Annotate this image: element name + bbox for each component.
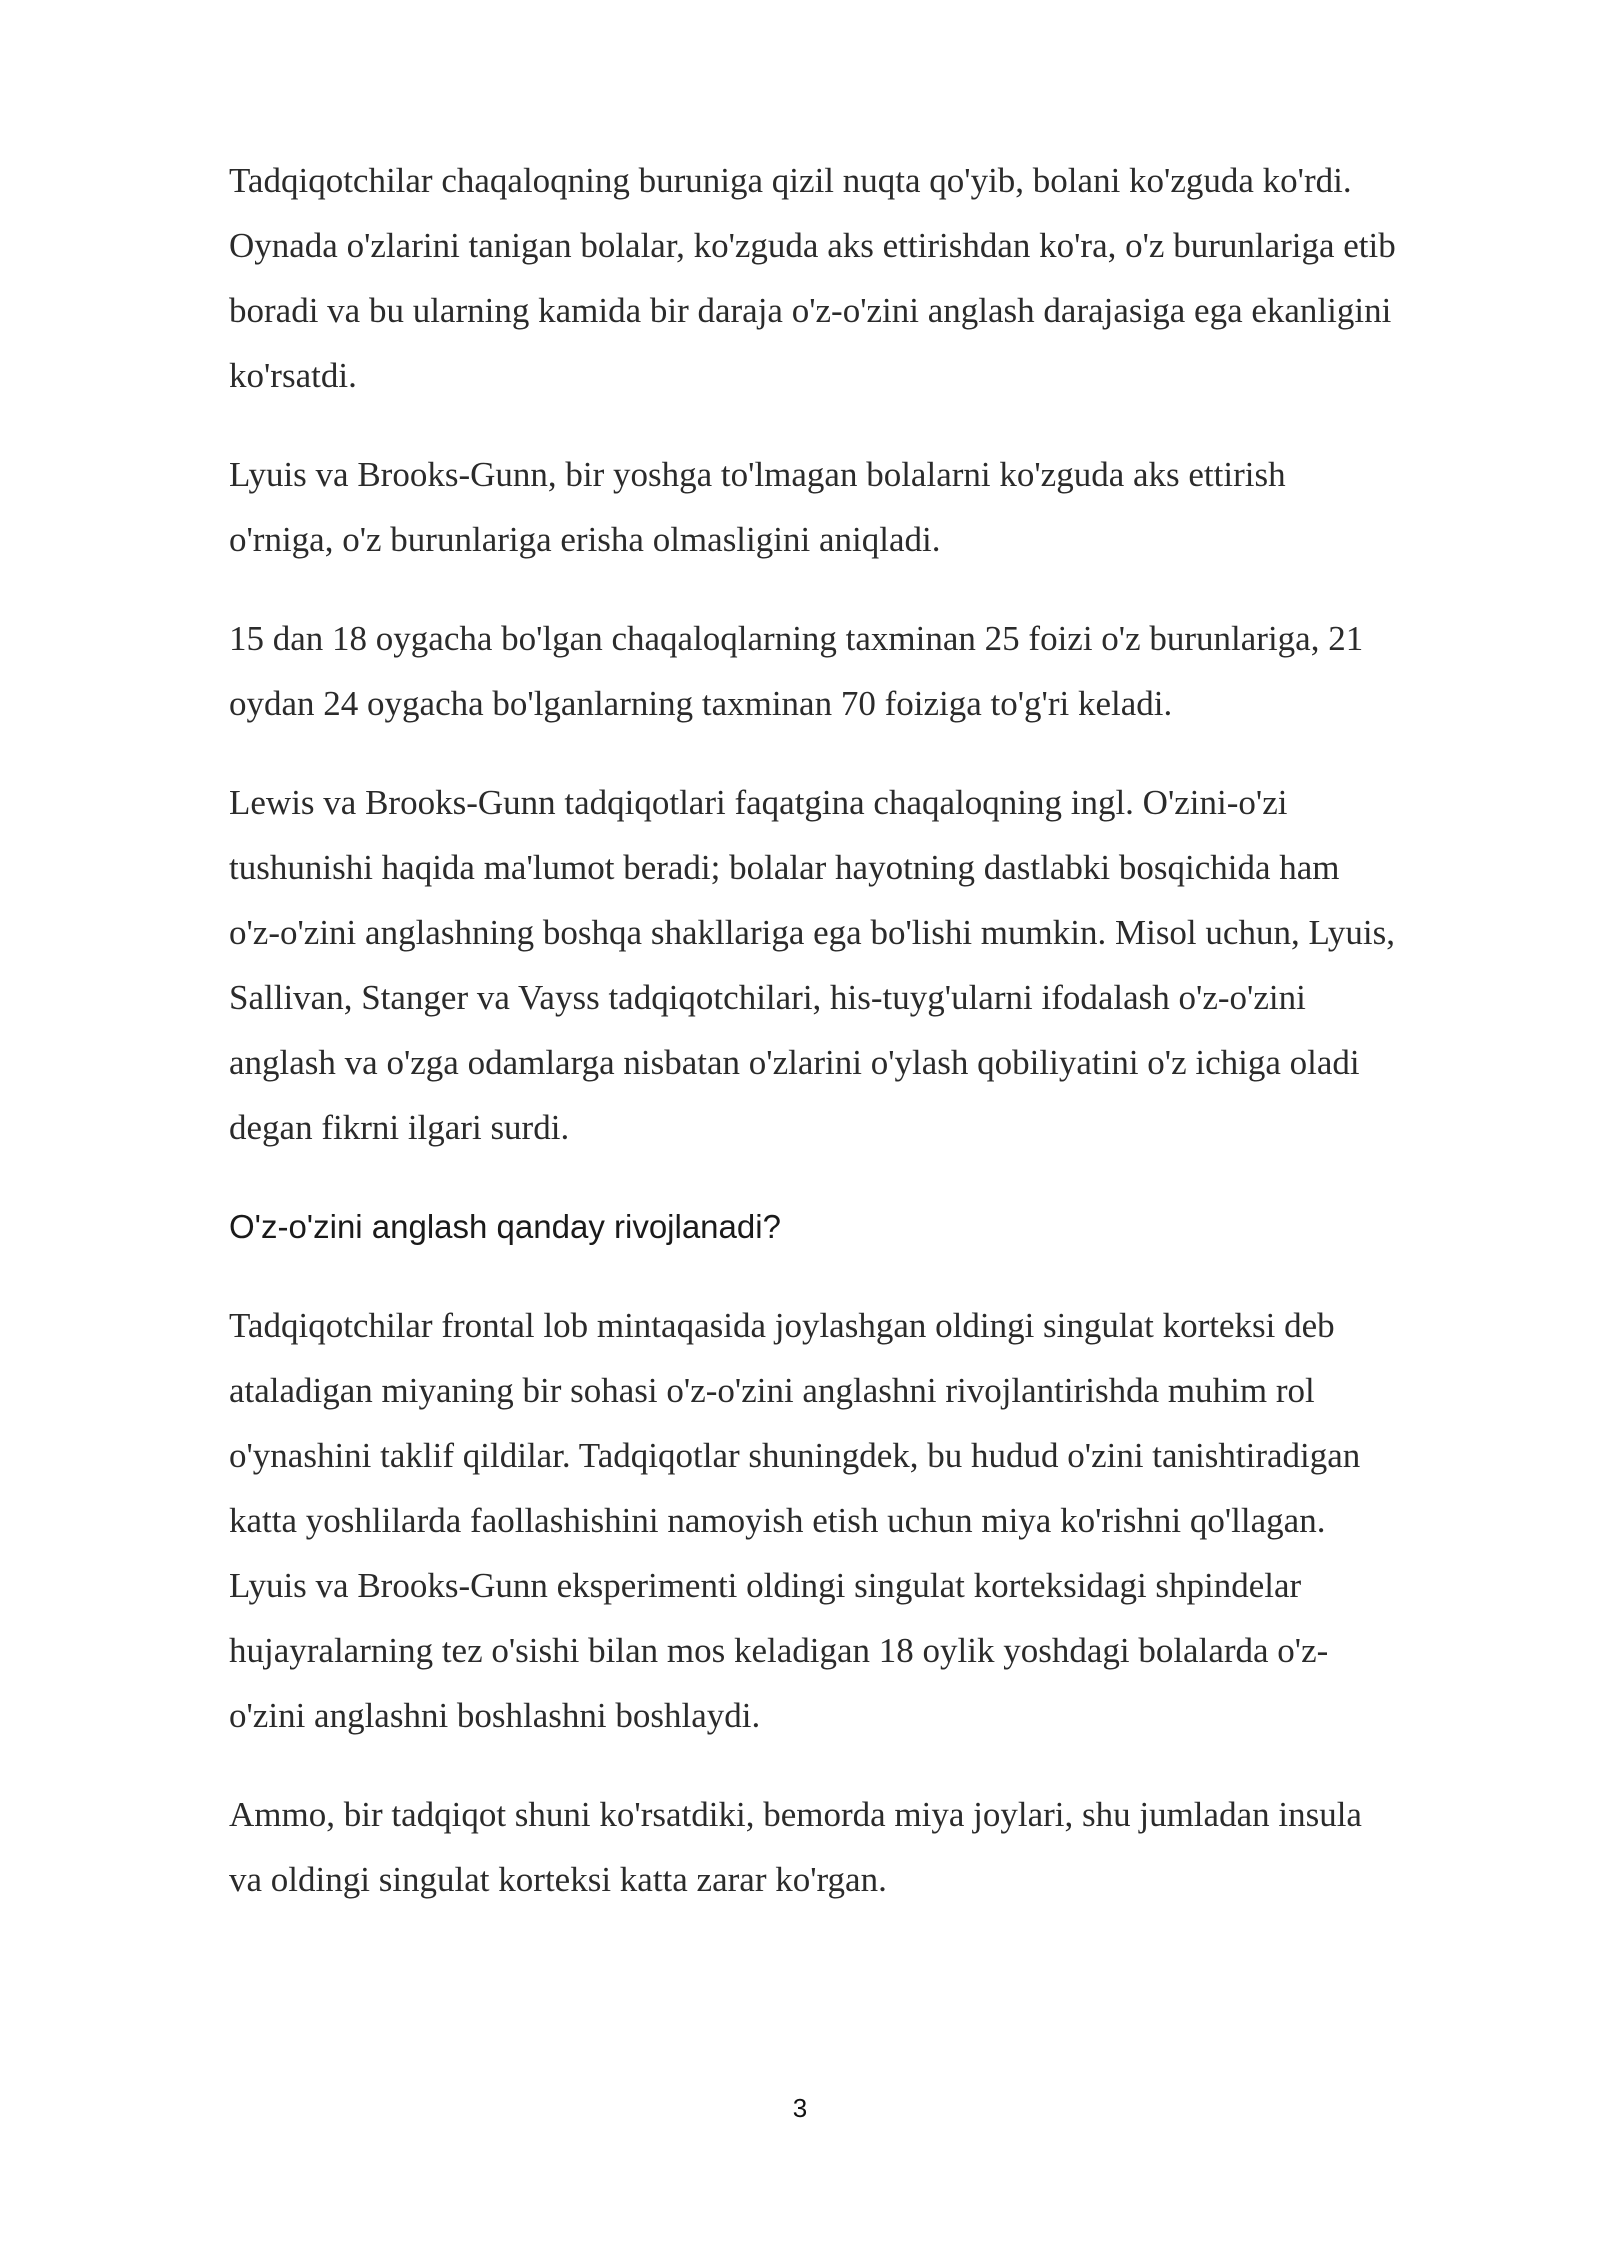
paragraph-lewis-brooks-gunn: Lewis va Brooks-Gunn tadqiqotlari faqatgina chaqaloqning ingl. O'zini-o'zi tushunishi haqida ma'lumot beradi; bolalar hayotning dastlabki bosqichida ham o'z-o'zini anglashning boshqa shakllariga ega bo'lishi mumkin. Misol uchun, Lyuis, Sallivan, Stanger va Vayss tadqiqotchilari, his-tuyg'ularni ifodalash o'z-o'zini anglash va o'zga odamlarga nisbatan o'zlarini o'ylash qobiliyatini o'z ichiga oladi degan fikrni ilgari surdi. [229, 783, 1395, 1147]
page-number: 3 [792, 2093, 808, 2123]
paragraph-cingulate-cortex: Tadqiqotchilar frontal lob mintaqasida joylashgan oldingi singulat korteksi deb ataladigan miyaning bir sohasi o'z-o'zini anglashni rivojlantirishda muhim rol o'ynashini taklif qildilar. Tadqiqotlar shuningdek, bu hudud o'zini tanishtiradigan katta yoshlilarda faollashishini namoyish etish uchun miya ko'rishni qo'llagan. Lyuis va Brooks-Gunn eksperimenti oldingi singulat korteksidagi shpindelar hujayralarning tez o'sishi bilan mos keladigan 18 oylik yoshdagi bolalarda o'z- o'zini anglashni boshlashni boshlaydi. [229, 1306, 1361, 1735]
paragraph-mirror-test: Tadqiqotchilar chaqaloqning buruniga qizil nuqta qo'yib, bolani ko'zguda ko'rdi. Oynada o'zlarini tanigan bolalar, ko'zguda aks ettirishdan ko'ra, o'z burunlariga etib boradi va bu ularning kamida bir daraja o'z-o'zini anglash darajasiga ega ekanligini ko'rsatdi. [229, 161, 1396, 395]
paragraph-under-one-year: Lyuis va Brooks-Gunn, bir yoshga to'lmagan bolalarni ko'zguda aks ettirish o'rniga, o'z burunlariga erisha olmasligini aniqladi. [229, 455, 1286, 559]
paragraph-percentages: 15 dan 18 oygacha bo'lgan chaqaloqlarning taxminan 25 foizi o'z burunlariga, 21 oydan 24 oygacha bo'lganlarning taxminan 70 foiziga to'g'ri keladi. [229, 619, 1364, 723]
paragraph-patient-study: Ammo, bir tadqiqot shuni ko'rsatdiki, bemorda miya joylari, shu jumladan insula va oldingi singulat korteksi katta zarar ko'rgan. [229, 1795, 1362, 1899]
page-body [229, 148, 1529, 1946]
section-heading: O'z-o'zini anglash qanday rivojlanadi? [229, 1208, 781, 1245]
